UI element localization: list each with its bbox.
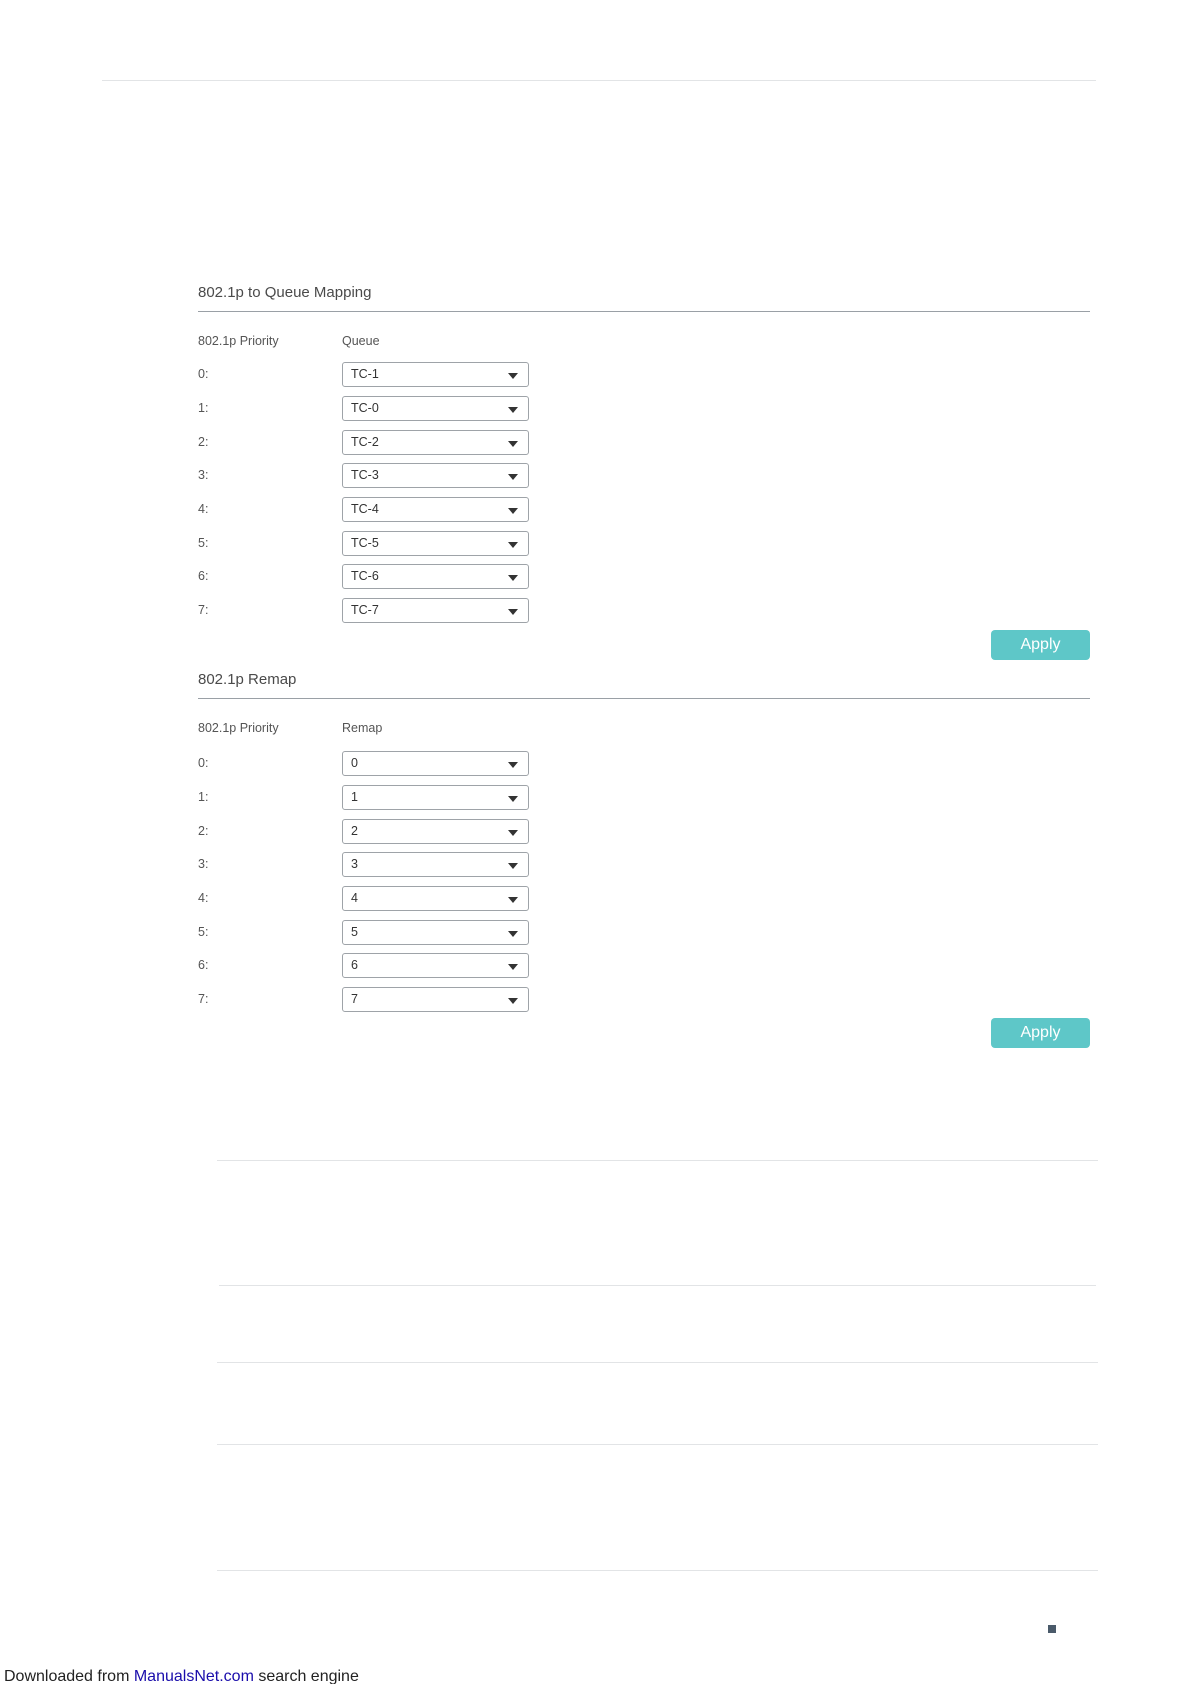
dropdown-arrow-icon <box>508 762 518 768</box>
queue-select-5[interactable] <box>342 531 529 556</box>
queue-select-0[interactable] <box>342 362 529 387</box>
queue-select-value: TC-4 <box>351 502 379 516</box>
remap-select-value: 5 <box>351 925 358 939</box>
dropdown-arrow-icon <box>508 373 518 379</box>
remap-select-value: 3 <box>351 857 358 871</box>
table-rule <box>219 1285 1096 1286</box>
remap-apply-button[interactable]: Apply <box>991 1018 1090 1048</box>
remap-title: 802.1p Remap <box>198 671 297 688</box>
queue-mapping-divider <box>198 311 1090 312</box>
download-footer <box>4 1668 359 1684</box>
manualsnet-link[interactable]: ManualsNet.com <box>133 1668 254 1684</box>
priority-label: 1: <box>198 401 209 415</box>
queue-select-6[interactable] <box>342 564 529 589</box>
dropdown-arrow-icon <box>508 796 518 802</box>
queue-select-4[interactable] <box>342 497 529 522</box>
dropdown-arrow-icon <box>508 998 518 1004</box>
queue-select-value: TC-1 <box>351 367 379 381</box>
remap-priority-header: 802.1p Priority <box>198 721 279 735</box>
priority-label: 2: <box>198 824 209 838</box>
remap-select-7[interactable] <box>342 987 529 1012</box>
remap-select-5[interactable] <box>342 920 529 945</box>
priority-label: 2: <box>198 435 209 449</box>
dropdown-arrow-icon <box>508 575 518 581</box>
priority-label: 1: <box>198 790 209 804</box>
priority-label: 6: <box>198 958 209 972</box>
priority-label: 3: <box>198 857 209 871</box>
priority-label: 5: <box>198 925 209 939</box>
priority-label: 3: <box>198 468 209 482</box>
dropdown-arrow-icon <box>508 830 518 836</box>
dropdown-arrow-icon <box>508 964 518 970</box>
remap-select-value: 0 <box>351 756 358 770</box>
footer-suffix: search engine <box>253 1668 359 1684</box>
remap-select-value: 6 <box>351 958 358 972</box>
queue-mapping-priority-header: 802.1p Priority <box>198 334 279 348</box>
queue-select-value: TC-6 <box>351 569 379 583</box>
remap-select-3[interactable] <box>342 852 529 877</box>
dropdown-arrow-icon <box>508 863 518 869</box>
remap-select-value: 2 <box>351 824 358 838</box>
page-marker <box>1048 1625 1056 1633</box>
table-rule <box>217 1444 1098 1445</box>
table-rule <box>217 1362 1098 1363</box>
table-rule <box>217 1570 1098 1571</box>
priority-label: 0: <box>198 367 209 381</box>
queue-select-value: TC-3 <box>351 468 379 482</box>
dropdown-arrow-icon <box>508 407 518 413</box>
queue-select-value: TC-7 <box>351 603 379 617</box>
priority-label: 4: <box>198 502 209 516</box>
queue-mapping-apply-button[interactable]: Apply <box>991 630 1090 660</box>
dropdown-arrow-icon <box>508 474 518 480</box>
queue-select-value: TC-2 <box>351 435 379 449</box>
remap-select-6[interactable] <box>342 953 529 978</box>
page-top-rule <box>102 80 1096 81</box>
remap-select-value: 4 <box>351 891 358 905</box>
footer-prefix: Downloaded from <box>4 1668 134 1684</box>
priority-label: 6: <box>198 569 209 583</box>
queue-mapping-title: 802.1p to Queue Mapping <box>198 284 372 301</box>
dropdown-arrow-icon <box>508 508 518 514</box>
priority-label: 7: <box>198 992 209 1006</box>
dropdown-arrow-icon <box>508 931 518 937</box>
dropdown-arrow-icon <box>508 897 518 903</box>
queue-select-2[interactable] <box>342 430 529 455</box>
remap-select-1[interactable] <box>342 785 529 810</box>
priority-label: 7: <box>198 603 209 617</box>
dropdown-arrow-icon <box>508 441 518 447</box>
dropdown-arrow-icon <box>508 542 518 548</box>
priority-label: 4: <box>198 891 209 905</box>
dropdown-arrow-icon <box>508 609 518 615</box>
queue-select-value: TC-5 <box>351 536 379 550</box>
queue-select-3[interactable] <box>342 463 529 488</box>
queue-select-1[interactable] <box>342 396 529 421</box>
remap-select-4[interactable] <box>342 886 529 911</box>
priority-label: 0: <box>198 756 209 770</box>
remap-value-header: Remap <box>342 721 383 735</box>
queue-mapping-queue-header: Queue <box>342 334 380 348</box>
remap-select-value: 1 <box>351 790 358 804</box>
queue-select-7[interactable] <box>342 598 529 623</box>
remap-select-value: 7 <box>351 992 358 1006</box>
remap-select-0[interactable] <box>342 751 529 776</box>
remap-divider <box>198 698 1090 699</box>
table-rule <box>217 1160 1098 1161</box>
priority-label: 5: <box>198 536 209 550</box>
queue-select-value: TC-0 <box>351 401 379 415</box>
remap-select-2[interactable] <box>342 819 529 844</box>
